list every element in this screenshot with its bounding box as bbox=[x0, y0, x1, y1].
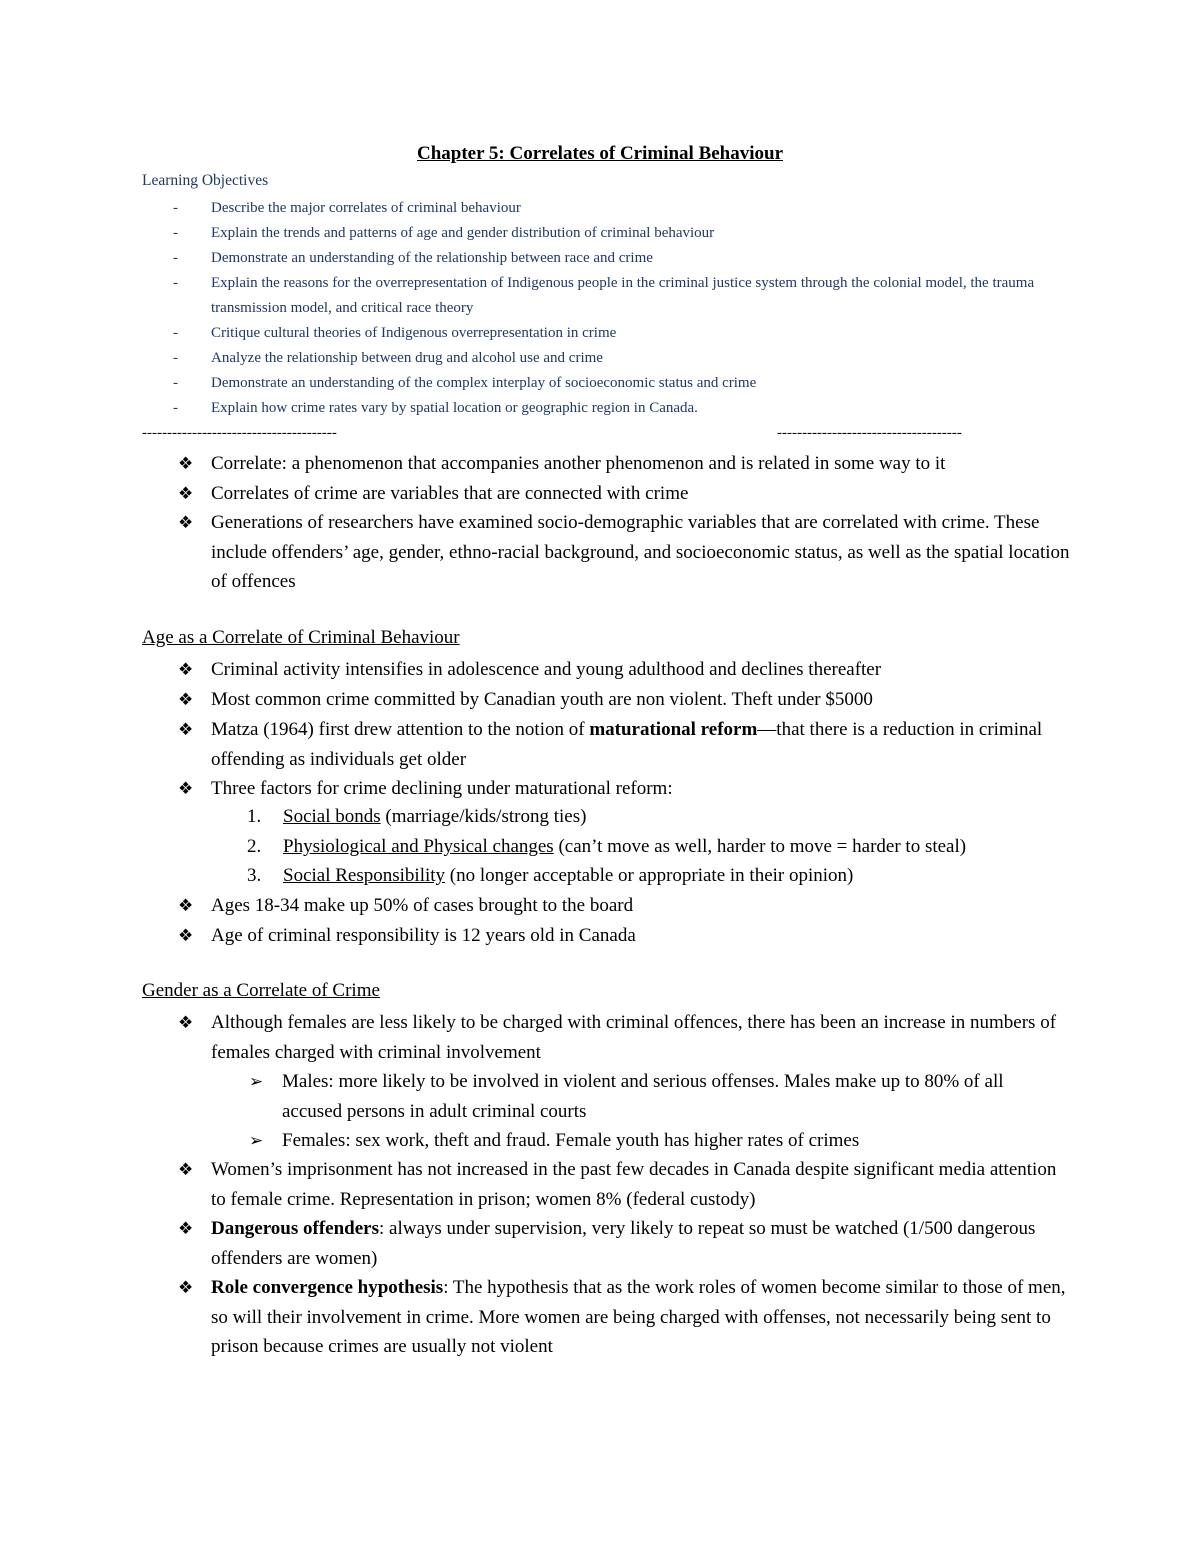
dash-marker: - bbox=[173, 350, 178, 366]
objective-text: Demonstrate an understanding of the relationship between race and crime bbox=[211, 250, 653, 266]
underlined-term: Social Responsibility bbox=[283, 865, 446, 886]
bullet-text: Generations of researchers have examined socio-demographic variables that are correlated with crime. These include offenders’ age, gender, ethno-racial background, and socioeconomic status, as well as the spatial location of offences bbox=[211, 512, 1070, 592]
learning-objectives-heading: Learning Objectives bbox=[142, 172, 269, 189]
item-number: 2. bbox=[247, 836, 262, 857]
item-text bbox=[283, 802, 1083, 832]
objective-text: Explain the trends and patterns of age and gender distribution of criminal behaviour bbox=[211, 225, 715, 241]
dash-marker: - bbox=[173, 250, 178, 266]
objective-text: Explain the reasons for the overrepresentation of Indigenous people in the criminal justice system through the colonial model, the trauma transmission model, and critical race theory bbox=[211, 275, 1035, 316]
objective-text: Describe the major correlates of criminal behaviour bbox=[211, 200, 521, 216]
text-run: Matza (1964) first drew attention to the notion of bbox=[211, 719, 590, 740]
text-run: (no longer acceptable or appropriate in their opinion) bbox=[445, 865, 854, 886]
text-run: (marriage/kids/strong ties) bbox=[380, 806, 587, 827]
item-number: 1. bbox=[247, 806, 262, 827]
diamond-bullet-icon: ❖ bbox=[178, 1278, 194, 1297]
text-run: (can’t move as well, harder to move = harder to steal) bbox=[553, 836, 967, 857]
dash-marker: - bbox=[173, 325, 178, 341]
objective-text: Analyze the relationship between drug and alcohol use and crime bbox=[211, 350, 603, 366]
divider-right: ------------------------------------- bbox=[777, 425, 962, 441]
bullet-text bbox=[211, 1273, 1071, 1362]
bold-term: Role convergence hypothesis bbox=[211, 1277, 444, 1298]
item-number: 3. bbox=[247, 865, 262, 886]
diamond-bullet-icon: ❖ bbox=[178, 779, 194, 798]
bold-term: maturational reform bbox=[589, 719, 758, 740]
gender-section-heading: Gender as a Correlate of Crime bbox=[142, 980, 380, 1001]
diamond-bullet-icon: ❖ bbox=[178, 660, 194, 679]
bullet-text bbox=[211, 1214, 1071, 1273]
text-run: : always under supervision, very likely to repeat so must be watched (1/500 dangerous offenders are women) bbox=[211, 1218, 1036, 1269]
dash-marker: - bbox=[173, 375, 178, 391]
age-section-heading: Age as a Correlate of Criminal Behaviour bbox=[142, 627, 460, 648]
bullet-text bbox=[211, 715, 1071, 774]
arrowhead-bullet-icon: ➢ bbox=[249, 1072, 264, 1091]
diamond-bullet-icon: ❖ bbox=[178, 1013, 194, 1032]
underlined-term: Physiological and Physical changes bbox=[283, 836, 554, 857]
underlined-term: Social bonds bbox=[283, 806, 381, 827]
arrowhead-bullet-icon: ➢ bbox=[249, 1131, 264, 1150]
dash-marker: - bbox=[173, 400, 178, 416]
bullet-text: Correlate: a phenomenon that accompanies another phenomenon and is related in some way to it bbox=[211, 453, 946, 474]
text-run: : The hypothesis that as the work roles of women become similar to those of men, so will their involvement in crime. More women are being charged with offenses, not necessarily being sent to prison because crimes are usually not violent bbox=[211, 1277, 1066, 1357]
objective-text: Explain how crime rates vary by spatial location or geographic region in Canada. bbox=[211, 400, 698, 416]
diamond-bullet-icon: ❖ bbox=[178, 513, 194, 532]
bullet-text: Although females are less likely to be charged with criminal offences, there has been an increase in numbers of females charged with criminal involvement bbox=[211, 1012, 1057, 1063]
bullet-text: Women’s imprisonment has not increased in the past few decades in Canada despite significant media attention to female crime. Representation in prison; women 8% (federal custody) bbox=[211, 1159, 1057, 1210]
page-title: Chapter 5: Correlates of Criminal Behaviour bbox=[416, 143, 784, 164]
diamond-bullet-icon: ❖ bbox=[178, 1219, 194, 1238]
diamond-bullet-icon: ❖ bbox=[178, 484, 194, 503]
diamond-bullet-icon: ❖ bbox=[178, 926, 194, 945]
bullet-text: Three factors for crime declining under maturational reform: bbox=[211, 778, 673, 799]
bullet-text: Criminal activity intensifies in adolescence and young adulthood and declines thereafter bbox=[211, 659, 882, 680]
diamond-bullet-icon: ❖ bbox=[178, 720, 194, 739]
dash-marker: - bbox=[173, 200, 178, 216]
objective-text: Critique cultural theories of Indigenous overrepresentation in crime bbox=[211, 325, 617, 341]
item-text bbox=[283, 861, 1083, 891]
text-run: —that there is a reduction in criminal offending as individuals get older bbox=[211, 719, 1043, 770]
bullet-text: Correlates of crime are variables that are connected with crime bbox=[211, 483, 689, 504]
bullet-text: Males: more likely to be involved in violent and serious offenses. Males make up to 80% of all accused persons in adult criminal courts bbox=[282, 1071, 1004, 1122]
bullet-text: Ages 18-34 make up 50% of cases brought to the board bbox=[211, 895, 634, 916]
dash-marker: - bbox=[173, 275, 178, 291]
bullet-text: Age of criminal responsibility is 12 years old in Canada bbox=[211, 925, 636, 946]
diamond-bullet-icon: ❖ bbox=[178, 896, 194, 915]
objective-text: Demonstrate an understanding of the complex interplay of socioeconomic status and crime bbox=[211, 375, 757, 391]
dash-marker: - bbox=[173, 225, 178, 241]
diamond-bullet-icon: ❖ bbox=[178, 690, 194, 709]
item-text bbox=[283, 832, 1083, 862]
bullet-text: Most common crime committed by Canadian youth are non violent. Theft under $5000 bbox=[211, 689, 873, 710]
bullet-text: Females: sex work, theft and fraud. Female youth has higher rates of crimes bbox=[282, 1130, 860, 1151]
diamond-bullet-icon: ❖ bbox=[178, 1160, 194, 1179]
bold-term: Dangerous offenders bbox=[211, 1218, 380, 1239]
divider-left: --------------------------------------- bbox=[142, 425, 337, 441]
diamond-bullet-icon: ❖ bbox=[178, 454, 194, 473]
